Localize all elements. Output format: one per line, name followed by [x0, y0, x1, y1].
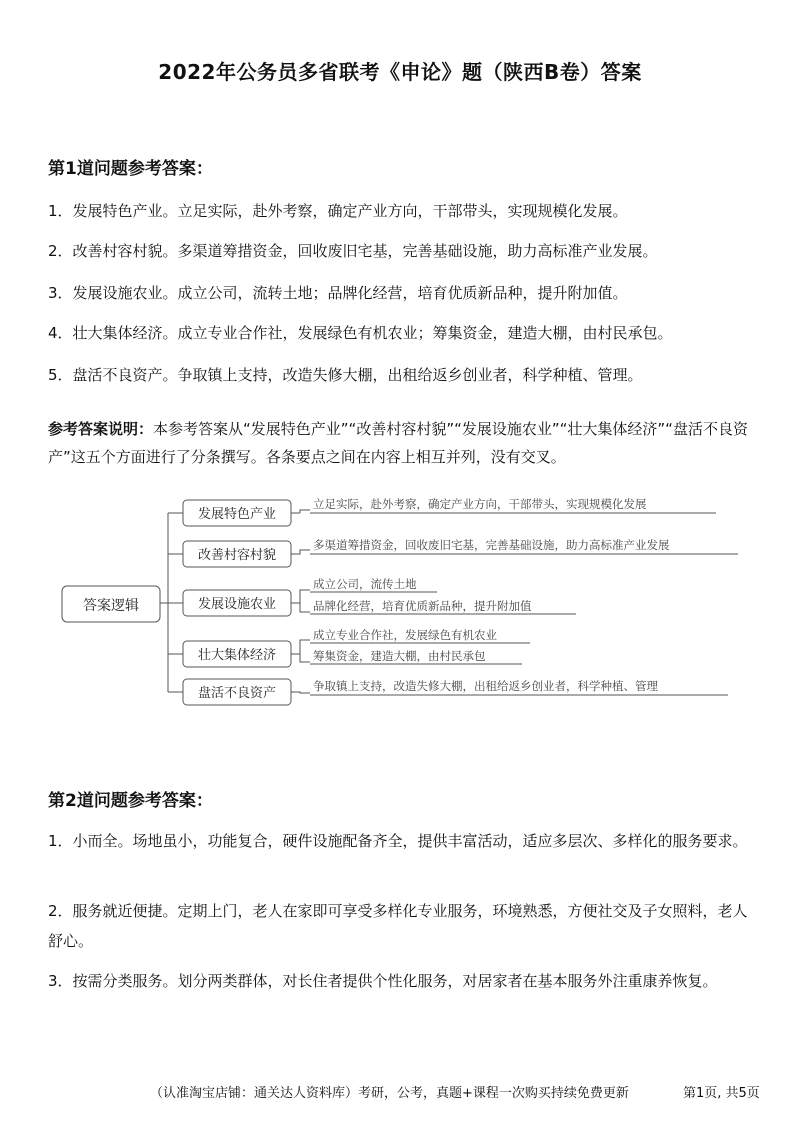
- answer-logic-mindmap: [0, 488, 800, 718]
- branch-label-4: 壮大集体经济: [197, 648, 277, 663]
- detail-1-1: 立足实际，赴外考察，确定产业方向，干部带头，实现规模化发展: [313, 497, 647, 511]
- detail-3-1: 成立公司，流传土地: [313, 577, 417, 591]
- page-number: 第1页, 共5页: [683, 1086, 760, 1101]
- footer-text: （认准淘宝店铺：通关达人资料库）考研，公考，真题+课程一次购买持续免费更新: [150, 1086, 629, 1101]
- q2-answer-3: 3．按需分类服务。划分两类群体，对长住者提供个性化服务，对居家者在基本服务外注重康养恢复。: [48, 972, 718, 990]
- q1-answer-1: 1．发展特色产业。立足实际，赴外考察，确定产业方向，干部带头，实现规模化发展。: [48, 202, 628, 220]
- detail-4-1: 成立专业合作社，发展绿色有机农业: [313, 628, 497, 642]
- note-text: 本参考答案从“发展特色产业”“改善村容村貌”“发展设施农业”“壮大集体经济”“盘活不良资产”这五个方面进行了分条撰写。各条要点之间在内容上相互并列，没有交叉。: [48, 420, 748, 466]
- q1-answer-3: 3．发展设施农业。成立公司，流转土地；品牌化经营，培育优质新品种，提升附加值。: [48, 284, 628, 302]
- q2-heading: 第2道问题参考答案：: [48, 791, 213, 811]
- answer-note: [48, 415, 760, 471]
- note-label: 参考答案说明：: [48, 420, 154, 438]
- q1-answer-5: 5．盘活不良资产。争取镇上支持，改造失修大棚，出租给返乡创业者，科学种植、管理。: [48, 366, 643, 384]
- branch-label-2: 改善村容村貌: [197, 548, 277, 563]
- q1-answer-4: 4．壮大集体经济。成立专业合作社，发展绿色有机农业；筹集资金，建造大棚，由村民承包。: [48, 324, 673, 342]
- branch-label-3: 发展设施农业: [197, 597, 277, 612]
- detail-3-2: 品牌化经营，培育优质新品种，提升附加值: [313, 599, 532, 613]
- page-title: 2022年公务员多省联考《申论》题（陕西B卷）答案: [158, 60, 642, 84]
- detail-2-1: 多渠道筹措资金，回收废旧宅基，完善基础设施，助力高标准产业发展: [313, 538, 670, 552]
- branch-label-5: 盘活不良资产: [197, 686, 277, 701]
- q2-answer-1: 1．小而全。场地虽小，功能复合，硬件设施配备齐全，提供丰富活动，适应多层次、多样化的服务要求。: [48, 832, 748, 850]
- detail-4-2: 筹集资金，建造大棚，由村民承包: [313, 649, 486, 663]
- q1-answer-2: 2．改善村容村貌。多渠道筹措资金，回收废旧宅基，完善基础设施，助力高标准产业发展。: [48, 242, 658, 260]
- detail-5-1: 争取镇上支持，改造失修大棚，出租给返乡创业者，科学种植、管理: [313, 679, 658, 693]
- q2-answer-2: 2．服务就近便捷。定期上门，老人在家即可享受多样化专业服务，环境熟悉，方便社交及子女照料，老人舒心。: [48, 902, 748, 950]
- q1-heading: 第1道问题参考答案：: [48, 159, 213, 179]
- branch-label-1: 发展特色产业: [197, 507, 277, 522]
- root-node-label: 答案逻辑: [83, 598, 139, 614]
